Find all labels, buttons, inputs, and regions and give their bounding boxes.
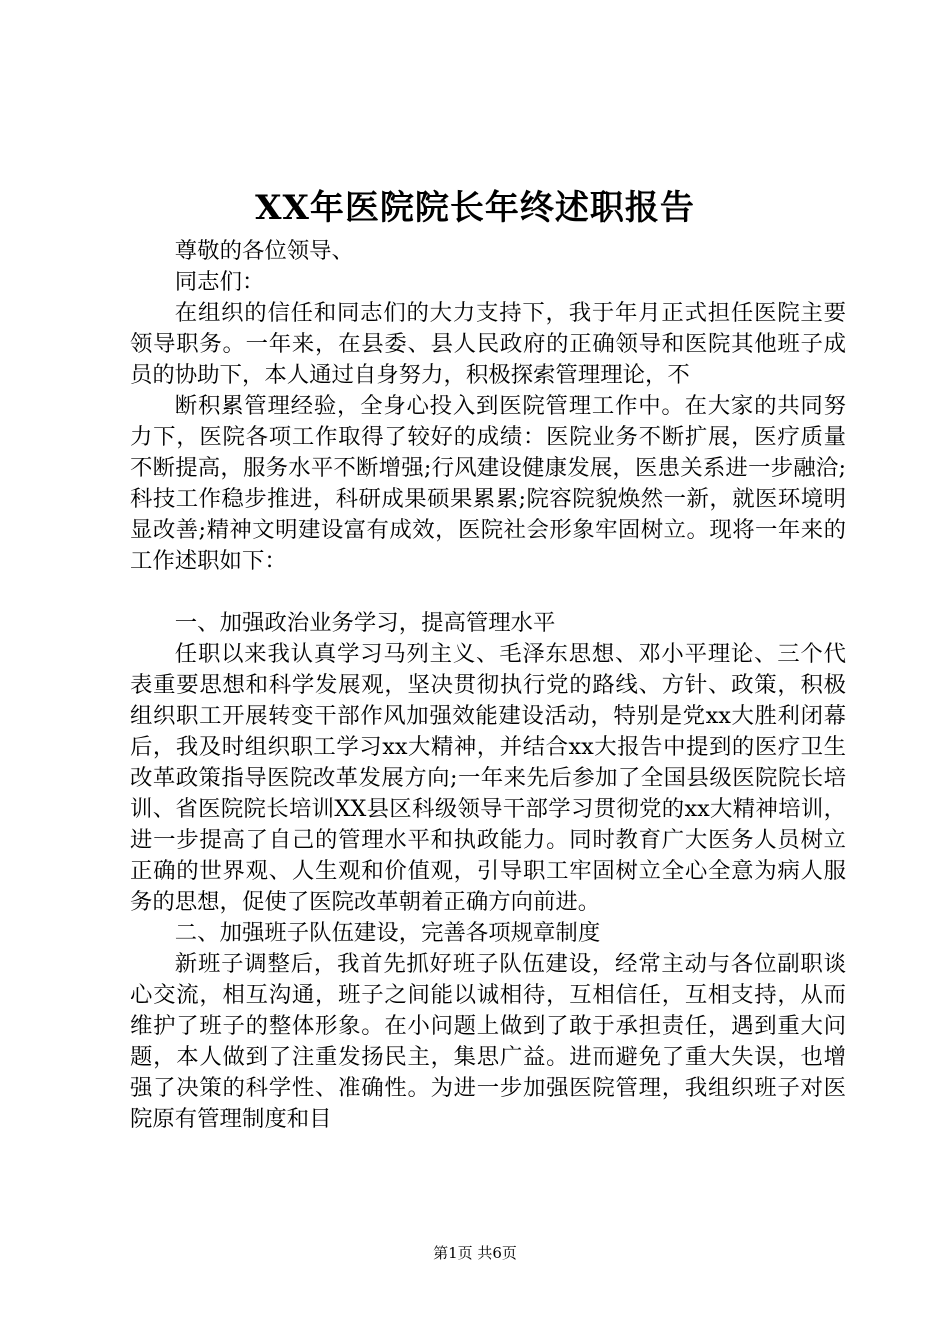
paragraph-section-1: 任职以来我认真学习马列主义、毛泽东思想、邓小平理论、三个代表重要思想和科学发展观，坚决贯彻执行党的路线、方针、政策，积极组织职工开展转变干部作风加强效能建设活动，特别是党xx大胜利闭幕后，我及时组织职工学习xx大精神，并结合xx大报告中提到的医疗卫生改革政策指导医院改革发展方向;一年来先后参加了全国县级医院院长培训、省医院院长培训XX县区科级领导干部学习贯彻党的xx大精神培训，进一步提高了自己的管理水平和执政能力。同时教育广大医务人员树立正确的世界观、人生观和价值观，引导职工牢固树立全心全意为病人服务的思想，促使了医院改革朝着正确方向前进。 <box>130 641 846 915</box>
section-heading-1: 一、加强政治业务学习，提高管理水平 <box>174 610 556 636</box>
page-title: XX年医院院长年终述职报告 <box>255 188 695 228</box>
document-body <box>130 236 846 1135</box>
paragraph-intro: 在组织的信任和同志们的大力支持下，我于年月正式担任医院主要领导职务。一年来，在县委、县人民政府的正确领导和医院其他班子成员的协助下，本人通过自身努力，积极探索管理理论，不 <box>130 300 846 388</box>
salutation-line-2: 同志们： <box>174 269 265 295</box>
salutation-line-1: 尊敬的各位领导、 <box>174 238 354 264</box>
page-footer: 第1页 共6页 <box>433 1244 517 1262</box>
paragraph-section-2: 新班子调整后，我首先抓好班子队伍建设，经常主动与各位副职谈心交流，相互沟通，班子之间能以诚相待，互相信任，互相支持，从而维护了班子的整体形象。在小问题上做到了敢于承担责任，遇到重大问题，本人做到了注重发扬民主，集思广益。进而避免了重大失误，也增强了决策的科学性、准确性。为进一步加强医院管理，我组织班子对医院原有管理制度和目 <box>130 951 846 1132</box>
paragraph-achievements: 断积累管理经验，全身心投入到医院管理工作中。在大家的共同努力下，医院各项工作取得了较好的成绩：医院业务不断扩展，医疗质量不断提高，服务水平不断增强;行风建设健康发展，医患关系进一步融洽;科技工作稳步推进，科研成果硕果累累;院容院貌焕然一新，就医环境明显改善;精神文明建设富有成效，医院社会形象牢固树立。现将一年来的工作述职如下： <box>130 393 846 574</box>
section-heading-2: 二、加强班子队伍建设，完善各项规章制度 <box>174 920 601 946</box>
